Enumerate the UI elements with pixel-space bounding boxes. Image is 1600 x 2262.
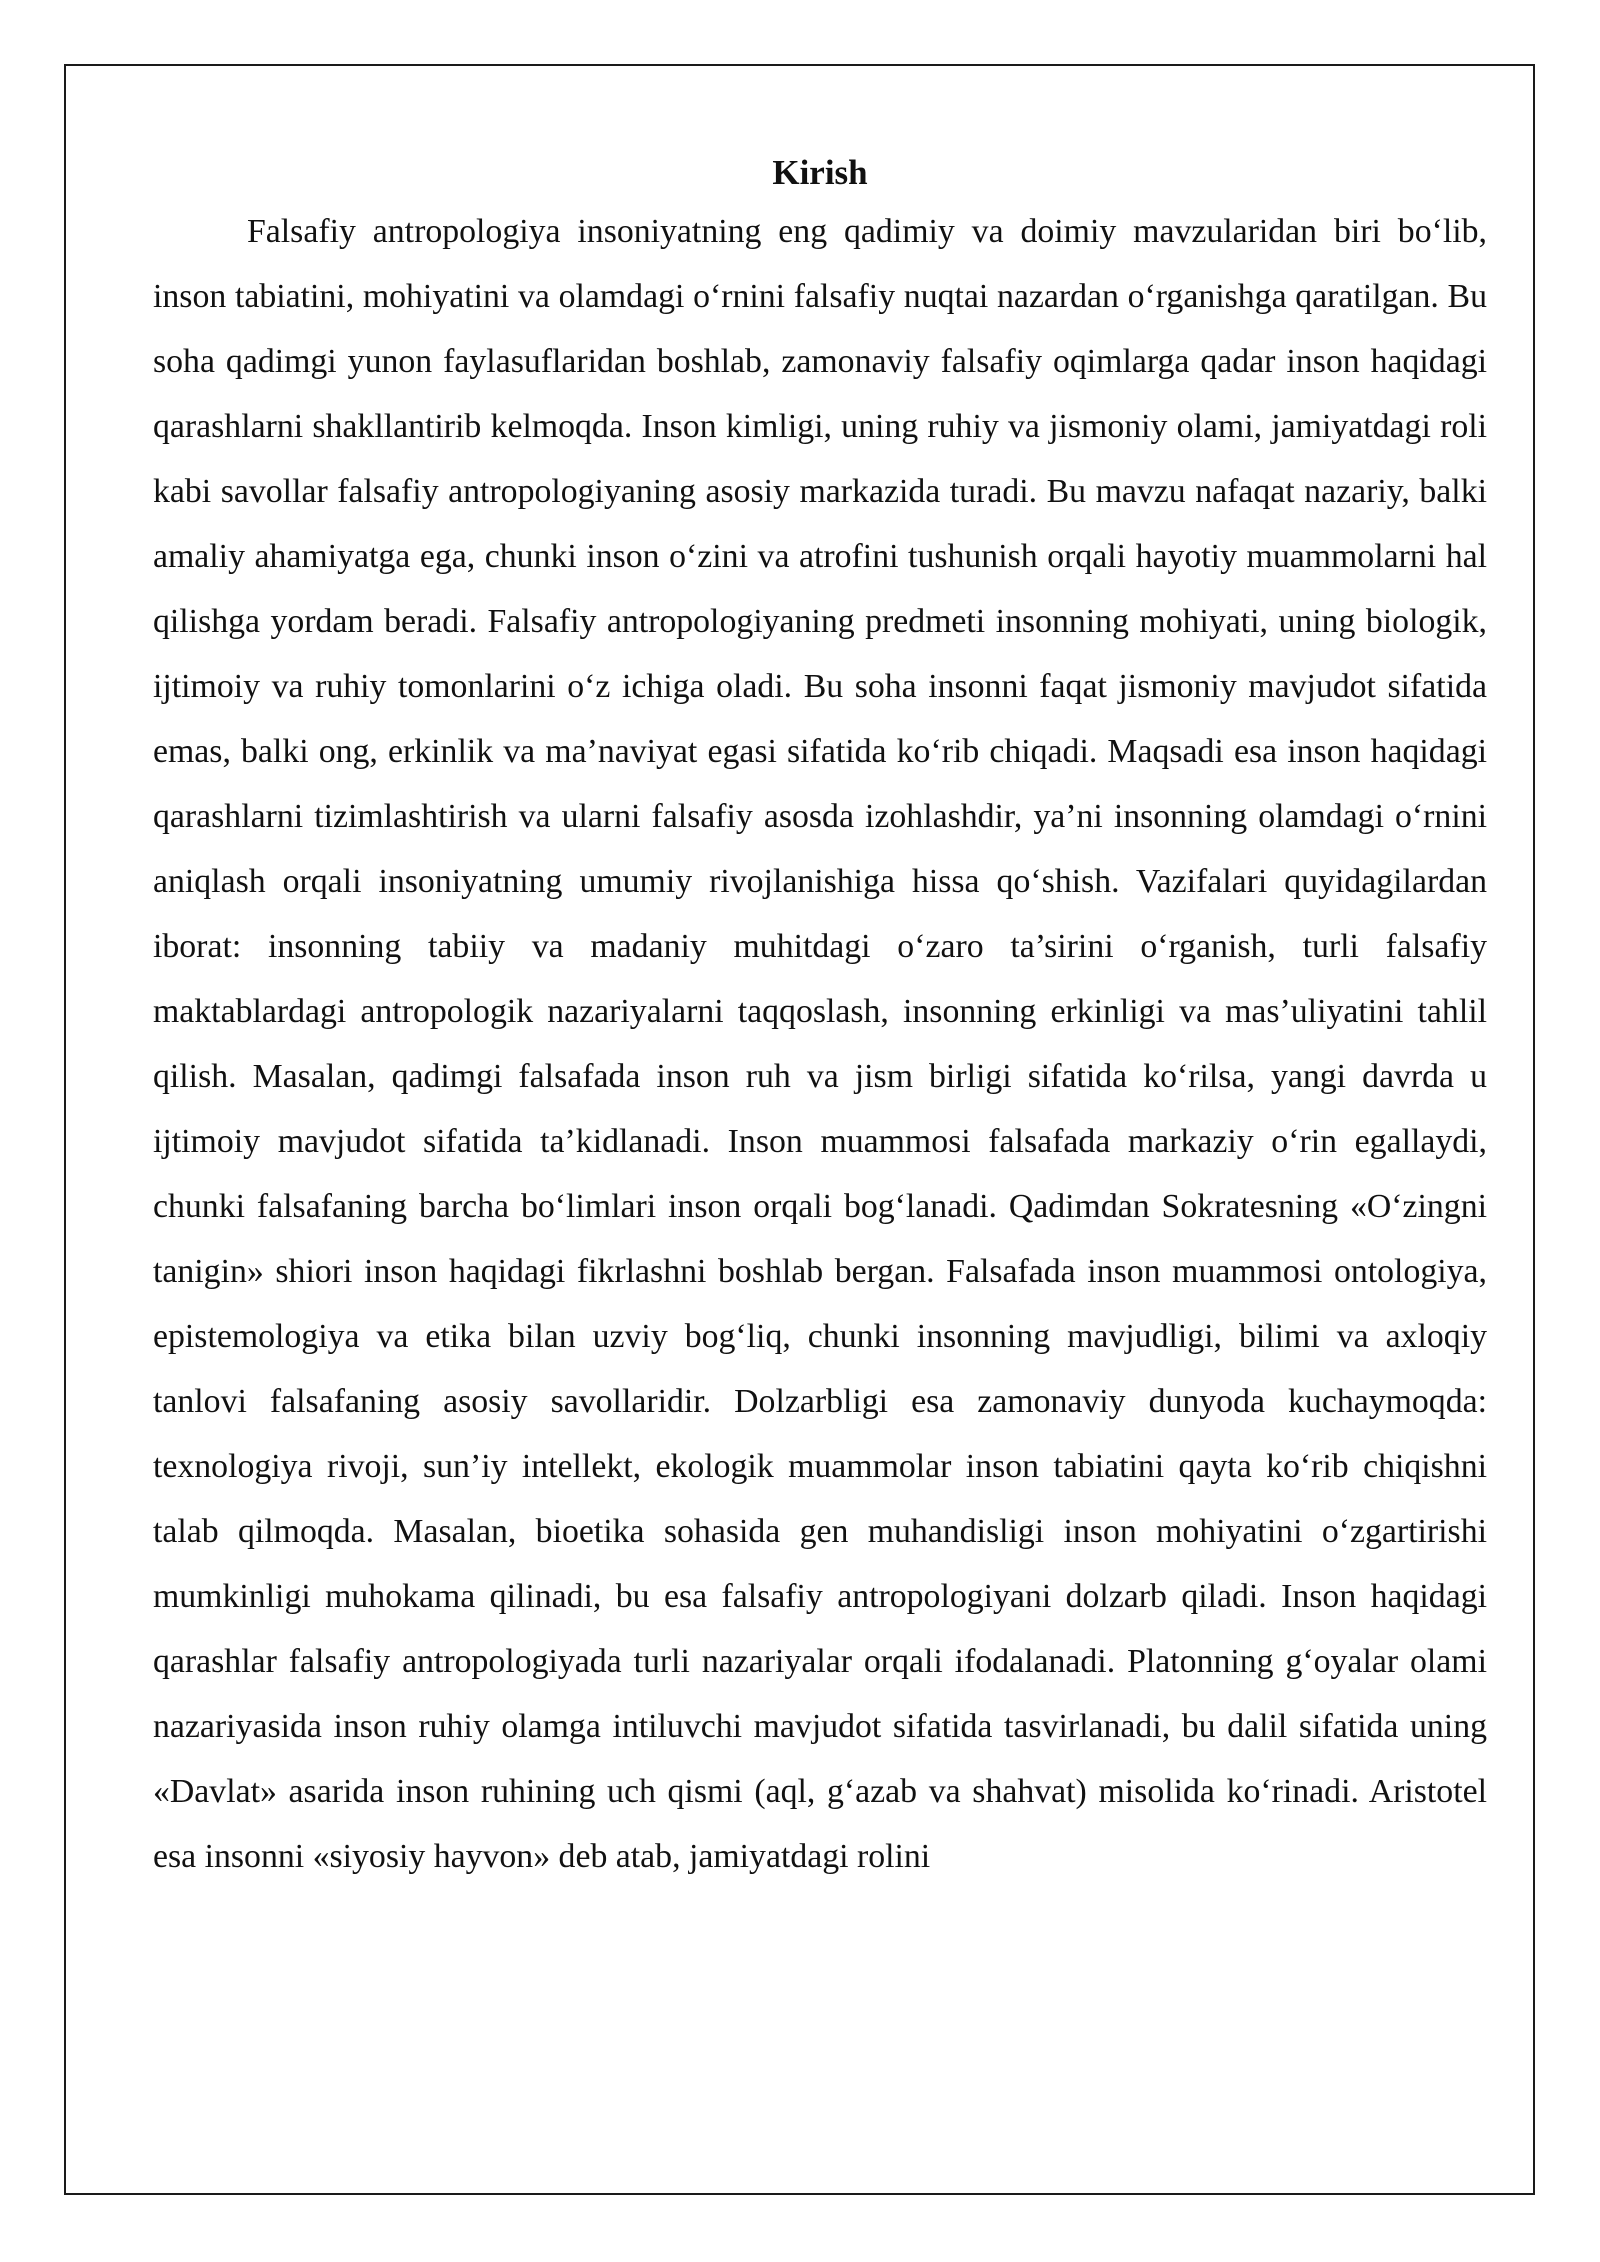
document-content bbox=[153, 147, 1487, 1889]
page-title: Kirish bbox=[772, 153, 868, 192]
body-paragraph: Falsafiy antropologiya insoniyatning eng qadimiy va doimiy mavzularidan biri bo‘lib, inson tabiatini, mohiyatini va olamdagi o‘rnini falsafiy nuqtai nazardan o‘rganishga qaratilgan. Bu soha qadimgi yunon faylasuflaridan boshlab, zamonaviy falsafiy oqimlarga qadar inson haqidagi qarashlarni shakllantirib kelmoqda. Inson kimligi, uning ruhiy va jismoniy olami, jamiyatdagi roli kabi savollar falsafiy antropologiyaning asosiy markazida turadi. Bu mavzu nafaqat nazariy, balki amaliy ahamiyatga ega, chunki inson o‘zini va atrofini tushunish orqali hayotiy muammolarni hal qilishga yordam beradi. Falsafiy antropologiyaning predmeti insonning mohiyati, uning biologik, ijtimoiy va ruhiy tomonlarini o‘z ichiga oladi. Bu soha insonni faqat jismoniy mavjudot sifatida emas, balki ong, erkinlik va ma’naviyat egasi sifatida ko‘rib chiqadi. Maqsadi esa inson haqidagi qarashlarni tizimlashtirish va ularni falsafiy asosda izohlashdir, ya’ni insonning olamdagi o‘rnini aniqlash orqali insoniyatning umumiy rivojlanishiga hissa qo‘shish. Vazifalari quyidagilardan iborat: insonning tabiiy va madaniy muhitdagi o‘zaro ta’sirini o‘rganish, turli falsafiy maktablardagi antropologik nazariyalarni taqqoslash, insonning erkinligi va mas’uliyatini tahlil qilish. Masalan, qadimgi falsafada inson ruh va jism birligi sifatida ko‘rilsa, yangi davrda u ijtimoiy mavjudot sifatida ta’kidlanadi. Inson muammosi falsafada markaziy o‘rin egallaydi, chunki falsafaning barcha bo‘limlari inson orqali bog‘lanadi. Qadimdan Sokratesning «O‘zingni tanigin» shiori inson haqidagi fikrlashni boshlab bergan. Falsafada inson muammosi ontologiya, epistemologiya va etika bilan uzviy bog‘liq, chunki insonning mavjudligi, bilimi va axloqiy tanlovi falsafaning asosiy savollaridir. Dolzarbligi esa zamonaviy dunyoda kuchaymoqda: texnologiya rivoji, sun’iy intellekt, ekologik muammolar inson tabiatini qayta ko‘rib chiqishni talab qilmoqda. Masalan, bioetika sohasida gen muhandisligi inson mohiyatini o‘zgartirishi mumkinligi muhokama qilinadi, bu esa falsafiy antropologiyani dolzarb qiladi. Inson haqidagi qarashlar falsafiy antropologiyada turli nazariyalar orqali ifodalanadi. Platonning g‘oyalar olami nazariyasida inson ruhiy olamga intiluvchi mavjudot sifatida tasvirlanadi, bu dalil sifatida uning «Davlat» asarida inson ruhining uch qismi (aql, g‘azab va shahvat) misolida ko‘rinadi. Aristotel esa insonni «siyosiy hayvon» deb atab, jamiyatdagi rolini bbox=[153, 213, 1487, 1875]
